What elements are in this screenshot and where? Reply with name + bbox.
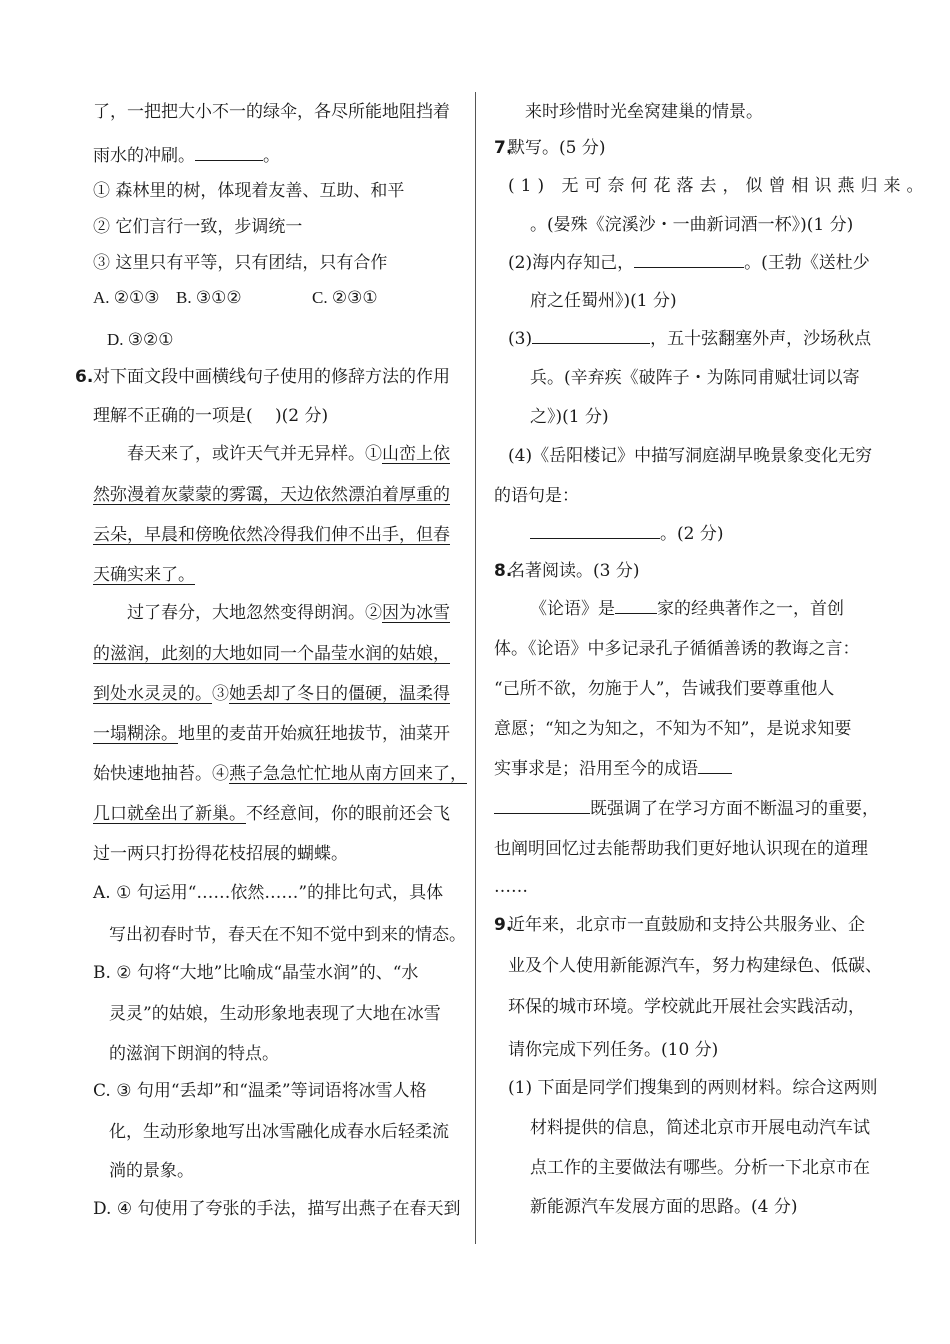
- q6-choice-c-cont: 化，生动形象地写出冰雪融化成春水后轻柔流: [109, 1122, 449, 1142]
- q6-passage-line: 的滋润，此刻的大地如同一个晶莹水润的姑娘，: [93, 644, 450, 664]
- q6-passage-line: 始快速地抽苔。④燕子急急忙忙地从南方回来了，: [93, 764, 467, 784]
- q6-number: 6.: [75, 367, 94, 387]
- q6-passage-line: 到处水灵灵的。③她丢却了冬日的僵硬，温柔得: [93, 684, 450, 704]
- q5-text-line: 了，一把把大小不一的绿伞，各尽所能地阻挡着: [93, 102, 450, 122]
- q6-passage-line: 几口就垒出了新巢。不经意间，你的眼前还会飞: [93, 804, 450, 824]
- q5-choice-c[interactable]: C. ②③①: [312, 288, 378, 307]
- q6-stem: 理解不正确的一项是( )(2 分): [93, 406, 329, 426]
- q6-passage-line: 然弥漫着灰蒙蒙的雾霭，天边依然漂泊着厚重的: [93, 485, 450, 505]
- q7-item: (2)海内存知己， 。(王勃《送杜少: [508, 253, 870, 273]
- q8-title: 名著阅读。(3 分): [508, 561, 640, 581]
- q6-passage-line: 天确实来了。: [93, 565, 195, 585]
- q7-item: (4)《岳阳楼记》中描写洞庭湖早晚景象变化无穷: [508, 446, 873, 466]
- q9-subitem-cont: 点工作的主要做法有哪些。分析一下北京市在: [530, 1158, 870, 1178]
- q6-choice-a[interactable]: A. ① 句运用“……依然……”的排比句式，具体: [93, 883, 444, 903]
- q7-item-cont: 兵。(辛弃疾《破阵子・为陈同甫赋壮词以寄: [530, 368, 860, 388]
- q6-passage-line: 云朵，早晨和傍晚依然冷得我们伸不出手，但春: [93, 525, 450, 545]
- q5-choice-b[interactable]: B. ③①②: [176, 288, 242, 307]
- q8-text-line: 《论语》是 家的经典著作之一，首创: [530, 599, 844, 619]
- q8-text-line: “己所不欲，勿施于人”，告诫我们要尊重他人: [494, 679, 835, 699]
- q8-number: 8.: [494, 561, 513, 581]
- q7-item-cont: 。(晏殊《浣溪沙・一曲新词酒一杯》)(1 分): [530, 215, 854, 235]
- q8-text-line: 意愿；“知之为知之，不知为不知”，是说求知要: [494, 719, 852, 739]
- q9-subitem-cont: 新能源汽车发展方面的思路。(4 分): [530, 1197, 798, 1217]
- q7-item-cont: 的语句是：: [494, 486, 579, 506]
- q6-stem: 对下面文段中画横线句子使用的修辞方法的作用: [93, 367, 450, 387]
- q6-choice-b[interactable]: B. ② 句将“大地”比喻成“晶莹水润”的、“水: [93, 963, 419, 983]
- q9-text-line: 近年来，北京市一直鼓励和支持公共服务业、企: [508, 915, 865, 935]
- q7-number: 7.: [494, 138, 513, 158]
- q6-passage-line: 春天来了，或许天气并无异样。①山峦上依: [127, 444, 450, 464]
- q7-title: 默写。(5 分): [508, 138, 606, 158]
- q7-item-cont: 之》)(1 分): [530, 407, 609, 427]
- q8-text-line: ……: [494, 877, 528, 897]
- q7-item: (3) ，五十弦翻塞外声，沙场秋点: [508, 329, 872, 349]
- answer-blank[interactable]: [698, 759, 732, 774]
- q8-text-line: 实事求是；沿用至今的成语: [494, 758, 732, 780]
- q8-text-line: 既强调了在学习方面不断温习的重要，: [494, 798, 879, 820]
- answer-blank[interactable]: [615, 599, 657, 614]
- q6-choice-c-cont: 淌的景象。: [109, 1161, 194, 1181]
- q6-choice-b-cont: 的滋润下朗润的特点。: [109, 1044, 279, 1064]
- q7-item: (1) 无可奈何花落去，似曾相识燕归来。: [508, 176, 930, 196]
- q8-text-line: 体。《论语》中多记录孔子循循善诱的教诲之言：: [494, 639, 860, 659]
- answer-blank[interactable]: [532, 329, 650, 344]
- answer-blank[interactable]: [530, 524, 660, 539]
- q6-choice-b-cont: 灵灵”的姑娘，生动形象地表现了大地在冰雪: [109, 1004, 441, 1024]
- q6-choice-d-cont: 来时珍惜时光垒窝建巢的情景。: [525, 102, 763, 122]
- q5-text-line: 雨水的冲刷。 。: [93, 146, 280, 166]
- q9-text-line: 业及个人使用新能源汽车，努力构建绿色、低碳、: [508, 956, 882, 976]
- q9-number: 9.: [494, 915, 513, 935]
- q9-text-line: 请你完成下列任务。(10 分): [508, 1040, 719, 1060]
- q5-option: ③ 这里只有平等，只有团结，只有合作: [93, 253, 388, 273]
- q9-subitem-cont: 材料提供的信息，简述北京市开展电动汽车试: [530, 1118, 870, 1138]
- q6-choice-c[interactable]: C. ③ 句用“丢却”和“温柔”等词语将冰雪人格: [93, 1081, 427, 1101]
- q7-item-cont: 府之任蜀州》)(1 分): [530, 291, 677, 311]
- q6-passage-line: 一塌糊涂。地里的麦苗开始疯狂地拔节，油菜开: [93, 724, 450, 744]
- q6-choice-d[interactable]: D. ④ 句使用了夸张的手法，描写出燕子在春天到: [93, 1199, 461, 1219]
- column-divider: [475, 92, 476, 1244]
- q6-choice-a-cont: 写出初春时节，春天在不知不觉中到来的情态。: [109, 925, 466, 945]
- q5-choice-a[interactable]: A. ②①③: [93, 288, 160, 307]
- answer-blank[interactable]: [195, 146, 263, 161]
- q6-passage-line: 过了春分，大地忽然变得朗润。②因为冰雪: [127, 603, 450, 623]
- q7-item-cont: 。(2 分): [530, 523, 723, 545]
- q5-option: ① 森林里的树，体现着友善、互助、和平: [93, 181, 405, 201]
- answer-blank[interactable]: [634, 253, 744, 268]
- q9-subitem: (1) 下面是同学们搜集到的两则材料。综合这两则: [508, 1078, 878, 1098]
- q5-choice-d[interactable]: D. ③②①: [107, 330, 174, 349]
- q9-text-line: 环保的城市环境。学校就此开展社会实践活动，: [508, 997, 865, 1017]
- answer-blank[interactable]: [494, 799, 590, 814]
- q6-passage-line: 过一两只打扮得花枝招展的蝴蝶。: [93, 844, 348, 864]
- q5-option: ② 它们言行一致，步调统一: [93, 217, 303, 237]
- q8-text-line: 也阐明回忆过去能帮助我们更好地认识现在的道理: [494, 839, 868, 859]
